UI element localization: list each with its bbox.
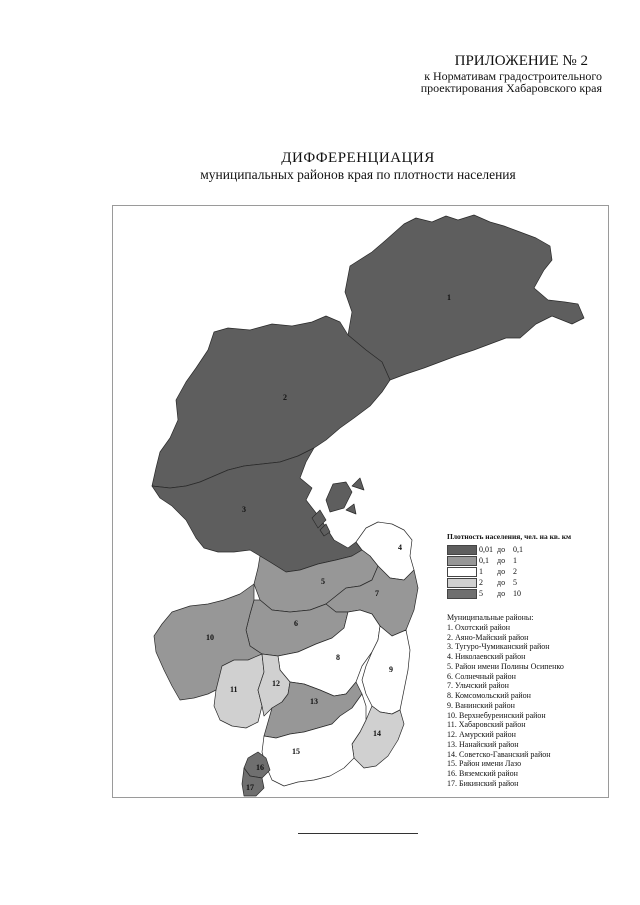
region-label-10: 10: [206, 633, 214, 642]
title-main: ДИФФЕРЕНЦИАЦИЯ: [281, 150, 435, 166]
region-label-7: 7: [375, 589, 379, 598]
district-item: 6. Солнечный район: [447, 671, 516, 681]
legend-title: Плотность населения, чел. на кв. км: [447, 532, 572, 541]
region-label-2: 2: [283, 393, 287, 402]
district-item: 3. Тугуро-Чумиканский район: [447, 642, 550, 652]
district-item: 5. Район имени Полины Осипенко: [447, 661, 564, 671]
island-1: [326, 482, 352, 512]
legend-from: 0,01: [479, 544, 493, 554]
legend-do: до: [497, 577, 506, 587]
district-item: 16. Вяземский район: [447, 769, 518, 779]
legend-do: до: [497, 588, 506, 598]
legend-swatch: [447, 567, 477, 577]
region-label-15: 15: [292, 747, 300, 756]
district-item: 10. Верхнебуреинский район: [447, 710, 546, 720]
region-label-14: 14: [373, 729, 381, 738]
legend-swatch: [447, 556, 477, 566]
legend-row-4: [447, 577, 607, 588]
region-label-8: 8: [336, 653, 340, 662]
district-item: 11. Хабаровский район: [447, 720, 526, 730]
region-label-5: 5: [321, 577, 325, 586]
region-label-12: 12: [272, 679, 280, 688]
district-item: 15. Район имени Лазо: [447, 759, 522, 769]
region-label-11: 11: [230, 685, 238, 694]
district-item: 14. Советско-Гаванский район: [447, 749, 551, 759]
legend-to: 1: [513, 555, 517, 565]
district-list: [447, 623, 607, 789]
region-label-9: 9: [389, 665, 393, 674]
districts-title: Муниципальные районы:: [447, 613, 534, 623]
legend-from: 2: [479, 577, 483, 587]
region-label-4: 4: [398, 543, 402, 552]
region-label-16: 16: [256, 763, 264, 772]
legend-swatch: [447, 578, 477, 588]
island-3: [346, 504, 356, 514]
district-item: 2. Аяно-Майский район: [447, 632, 529, 642]
legend-row-2: [447, 555, 607, 566]
region-label-17: 17: [246, 783, 254, 792]
legend-swatch: [447, 589, 477, 599]
region-1[interactable]: [345, 215, 584, 380]
legend-to: 2: [513, 566, 517, 576]
legend-row-3: [447, 566, 607, 577]
legend-classes: [447, 544, 607, 599]
region-label-1: 1: [447, 293, 451, 302]
region-label-13: 13: [310, 697, 318, 706]
footer-line: [298, 833, 418, 834]
district-item: 17. Бикинский район: [447, 778, 519, 788]
legend-from: 5: [479, 588, 483, 598]
legend-do: до: [497, 544, 506, 554]
island-4: [352, 478, 364, 490]
legend-to: 5: [513, 577, 517, 587]
legend-row-1: [447, 544, 607, 555]
map-legend: [447, 532, 607, 789]
district-item: 9. Ванинский район: [447, 700, 515, 710]
appendix-line-2: проектирования Хабаровского края: [420, 81, 602, 96]
legend-to: 0,1: [513, 544, 523, 554]
region-2[interactable]: [152, 316, 390, 488]
district-item: 12. Амурский район: [447, 730, 516, 740]
legend-to: 10: [513, 588, 521, 598]
legend-do: до: [497, 566, 506, 576]
legend-do: до: [497, 555, 506, 565]
district-item: 4. Николаевский район: [447, 652, 526, 662]
legend-from: 1: [479, 566, 483, 576]
legend-from: 0,1: [479, 555, 489, 565]
appendix-number: ПРИЛОЖЕНИЕ № 2: [454, 53, 588, 69]
region-label-3: 3: [242, 505, 246, 514]
district-item: 1. Охотский район: [447, 622, 511, 632]
region-label-6: 6: [294, 619, 298, 628]
legend-swatch: [447, 545, 477, 555]
district-item: 8. Комсомольский район: [447, 691, 531, 701]
district-item: 13. Нанайский район: [447, 739, 519, 749]
legend-row-5: [447, 588, 607, 599]
title-subtitle: муниципальных районов края по плотности населения: [200, 167, 516, 183]
district-item: 7. Ульчский район: [447, 681, 509, 691]
appendix-line-1: к Нормативам градостроительного: [424, 68, 602, 83]
